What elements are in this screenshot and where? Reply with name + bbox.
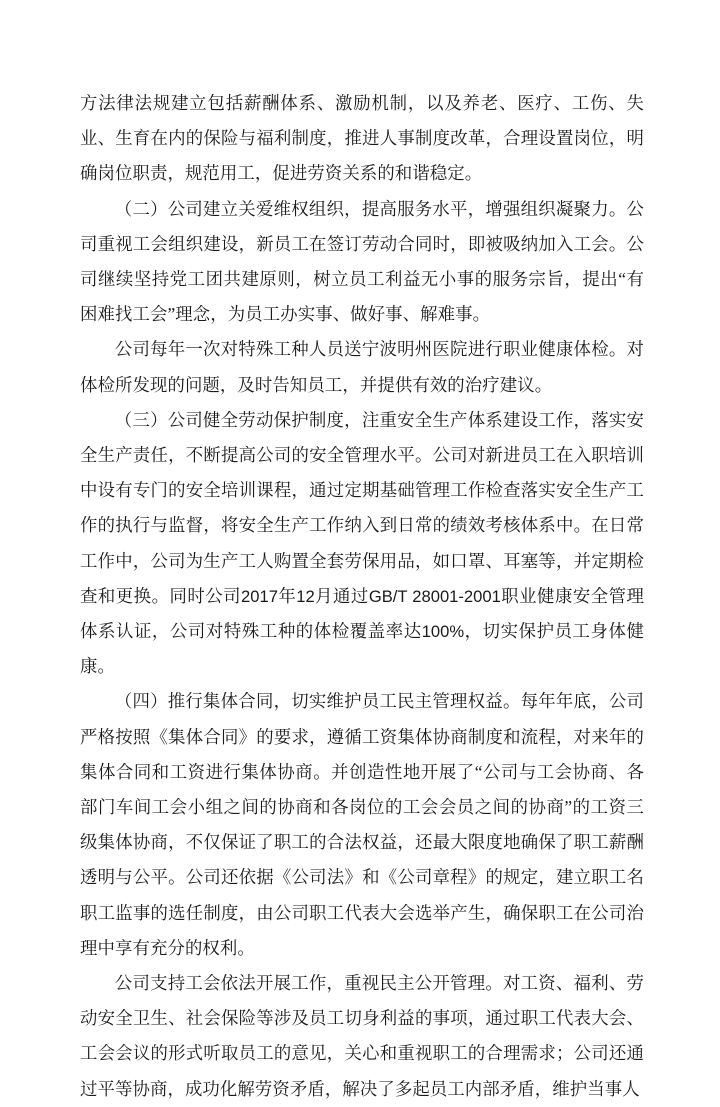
cjk-run: （三）公司健全劳动保护制度，注重安全生产体系建设工作，落实安全生产责任，不断提高公司的安全管理水平。公司对新进员工在入职培训中设有专门的安全培训课程，通过定期基础管理工作检查落实安全生产工作的执行与监督，将安全生产工作纳入到日常的绩效考核体系中。在日常工作中，公司为生产工人购置全套劳保用品，如口罩、耳塞等，并定期检查和更换。同时公司 [80, 409, 644, 606]
cjk-run: 公司支持工会依法开展工作，重视民主公开管理。对工资、福利、劳动安全卫生、社会保险等涉及员工切身利益的事项，通过职工代表大会、工会会议的形式听取员工的意见，关心和重视职工的合理需求；公司还通过平等协商，成功化解劳资矛盾，解决了多起员工内部矛盾，维护当事人 [80, 973, 644, 1099]
latin-run: 100% [421, 622, 465, 642]
paragraph [80, 332, 644, 402]
cjk-run: 年 [277, 585, 297, 606]
cjk-run: 方法律法规建立包括薪酬体系、激励机制，以及养老、医疗、工伤、失业、生育在内的保险与福利制度，推进人事制度改革，合理设置岗位，明确岗位职责，规范用工，促进劳资关系的和谐稳定。 [80, 93, 644, 184]
cjk-run: 月通过 [314, 585, 369, 606]
cjk-run: 公司每年一次对特殊工种人员送宁波明州医院进行职业健康体检。对体检所发现的问题，及时告知员工，并提供有效的治疗建议。 [80, 339, 644, 395]
paragraph [80, 192, 644, 333]
paragraph [80, 86, 644, 192]
cjk-run: （二）公司建立关爱维权组织，提高服务水平，增强组织凝聚力。公司重视工会组织建设，新员工在签订劳动合同时，即被吸纳加入工会。公司继续坚持党工团共建原则，树立员工利益无小事的服务宗旨，提出“有困难找工会”理念，为员工办实事、做好事、解难事。 [80, 198, 644, 325]
latin-run: 12 [296, 586, 315, 606]
latin-run: GB/T 28001-2001 [368, 586, 501, 606]
latin-run: 2017 [241, 586, 278, 606]
document-body [80, 86, 644, 1107]
paragraph [80, 966, 644, 1107]
paragraph [80, 684, 644, 966]
paragraph [80, 403, 644, 685]
cjk-run: ，切实保护员工身体健康。 [80, 621, 644, 677]
cjk-run: （四）推行集体合同，切实维护员工民主管理权益。每年年底，公司严格按照《集体合同》的要求，遵循工资集体协商制度和流程，对来年的集体合同和工资进行集体协商。并创造性地开展了“公司与工会协商、各部门车间工会小组之间的协商和各岗位的工会会员之间的协商”的工资三级集体协商，不仅保证了职工的合法权益，还最大限度地确保了职工薪酬透明与公平。公司还依据《公司法》和《公司章程》的规定，建立职工名职工监事的选任制度，由公司职工代表大会选举产生，确保职工在公司治理中享有充分的权利。 [80, 691, 644, 958]
cjk-run: 职业健康安全管理体系认证，公司对特殊工种的体检覆盖率达 [80, 585, 644, 642]
